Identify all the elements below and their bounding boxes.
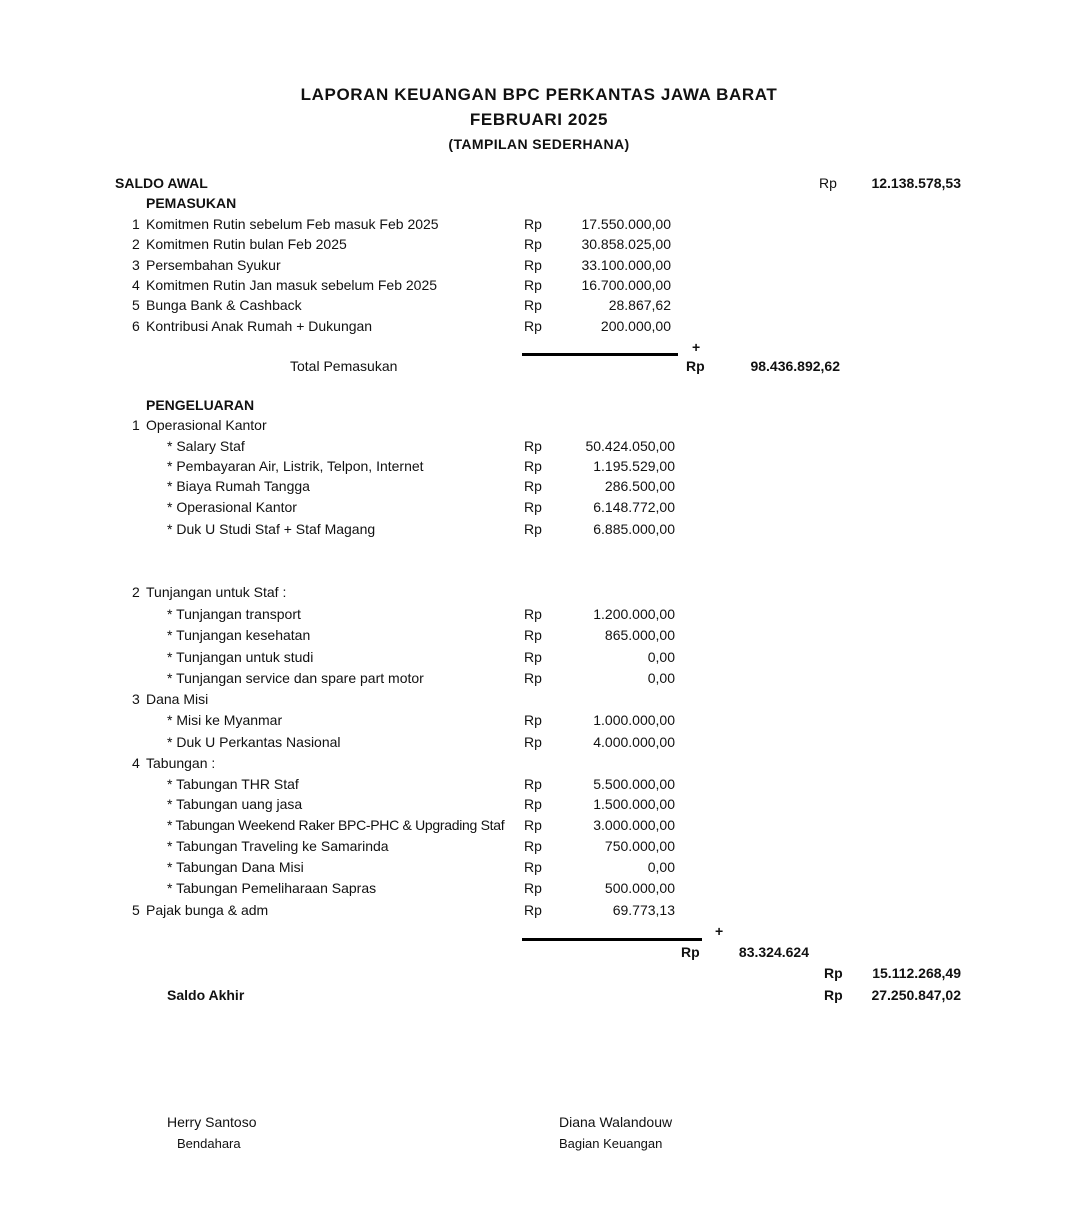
pajak-no: 5 (132, 902, 140, 918)
expense-label: * Tabungan Pemeliharaan Sapras (167, 880, 377, 896)
expense-label: * Pembayaran Air, Listrik, Telpon, Internet (167, 458, 424, 474)
expense-label: * Duk U Studi Staf + Staf Magang (167, 521, 376, 537)
pemasukan-currency: Rp (524, 257, 542, 273)
expense-amount: 50.424.050,00 (585, 438, 675, 454)
expense-label: * Tunjangan kesehatan (167, 627, 311, 643)
expense-label: * Tabungan Dana Misi (167, 859, 304, 875)
pengeluaran-group-no: 3 (132, 691, 140, 707)
expense-currency: Rp (524, 649, 542, 665)
pemasukan-currency: Rp (524, 236, 542, 252)
pemasukan-currency: Rp (524, 318, 542, 334)
expense-amount: 1.000.000,00 (593, 712, 675, 728)
report-title: LAPORAN KEUANGAN BPC PERKANTAS JAWA BARAT (300, 85, 778, 104)
saldo-awal-amount: 12.138.578,53 (871, 175, 961, 191)
pemasukan-label: Komitmen Rutin bulan Feb 2025 (146, 236, 347, 252)
pajak-currency: Rp (524, 902, 542, 918)
expense-currency: Rp (524, 838, 542, 854)
pemasukan-label: Komitmen Rutin sebelum Feb masuk Feb 2025 (146, 216, 439, 232)
expense-amount: 0,00 (647, 670, 675, 686)
total-pemasukan-label: Total Pemasukan (290, 358, 398, 374)
total-pengeluaran-amount: 83.324.624 (738, 944, 809, 960)
pengeluaran-group-label: Tabungan : (146, 755, 216, 771)
pengeluaran-group-label: Operasional Kantor (146, 417, 267, 433)
expense-label: * Tabungan Weekend Raker BPC-PHC & Upgrading Staf (167, 817, 505, 833)
signature-name: Herry Santoso (167, 1114, 257, 1130)
signature-role: Bendahara (177, 1136, 241, 1151)
pemasukan-amount: 200.000,00 (600, 318, 671, 334)
selisih-amount: 15.112.268,49 (872, 965, 961, 981)
saldo-akhir-currency: Rp (824, 987, 843, 1003)
pemasukan-label: Persembahan Syukur (146, 257, 281, 273)
expense-currency: Rp (524, 670, 542, 686)
total-pemasukan-currency: Rp (686, 358, 705, 374)
pengeluaran-group-no: 1 (132, 417, 140, 433)
expense-label: * Tabungan uang jasa (167, 796, 303, 812)
expense-amount: 5.500.000,00 (593, 776, 675, 792)
expense-currency: Rp (524, 776, 542, 792)
expense-currency: Rp (524, 817, 542, 833)
expense-currency: Rp (524, 499, 542, 515)
saldo-awal-label: SALDO AWAL (115, 175, 208, 191)
expense-amount: 865.000,00 (604, 627, 675, 643)
expense-label: * Salary Staf (167, 438, 245, 454)
pemasukan-no: 3 (132, 257, 140, 273)
expense-currency: Rp (524, 478, 542, 494)
expense-currency: Rp (524, 627, 542, 643)
expense-currency: Rp (524, 606, 542, 622)
expense-label: * Tabungan THR Staf (167, 776, 299, 792)
expense-amount: 1.200.000,00 (593, 606, 675, 622)
pengeluaran-group-label: Tunjangan untuk Staf : (146, 584, 287, 600)
expense-amount: 750.000,00 (604, 838, 675, 854)
expense-label: * Operasional Kantor (167, 499, 297, 515)
pemasukan-plus: + (692, 339, 701, 355)
pemasukan-sum-rule (522, 353, 678, 356)
expense-label: * Tunjangan service dan spare part motor (167, 670, 424, 686)
expense-amount: 500.000,00 (604, 880, 675, 896)
pemasukan-amount: 17.550.000,00 (581, 216, 671, 232)
signature-role: Bagian Keuangan (559, 1136, 663, 1151)
pengeluaran-plus: + (715, 923, 724, 939)
expense-label: * Biaya Rumah Tangga (167, 478, 310, 494)
pengeluaran-group-no: 2 (132, 584, 140, 600)
expense-amount: 3.000.000,00 (593, 817, 675, 833)
pemasukan-no: 5 (132, 297, 140, 313)
expense-amount: 0,00 (647, 649, 675, 665)
expense-currency: Rp (524, 458, 542, 474)
pemasukan-heading: PEMASUKAN (146, 195, 237, 211)
pajak-label: Pajak bunga & adm (146, 902, 269, 918)
expense-label: * Tabungan Traveling ke Samarinda (167, 838, 389, 854)
expense-amount: 1.195.529,00 (593, 458, 675, 474)
pemasukan-label: Bunga Bank & Cashback (146, 297, 302, 313)
total-pemasukan-amount: 98.436.892,62 (750, 358, 840, 374)
pemasukan-no: 4 (132, 277, 140, 293)
expense-label: * Tunjangan untuk studi (167, 649, 314, 665)
pemasukan-amount: 16.700.000,00 (581, 277, 671, 293)
pemasukan-amount: 28.867,62 (608, 297, 671, 313)
expense-currency: Rp (524, 796, 542, 812)
expense-label: * Duk U Perkantas Nasional (167, 734, 341, 750)
pemasukan-currency: Rp (524, 277, 542, 293)
pengeluaran-sum-rule (522, 938, 702, 941)
expense-amount: 0,00 (647, 859, 675, 875)
pengeluaran-group-label: Dana Misi (146, 691, 209, 707)
pemasukan-amount: 30.858.025,00 (581, 236, 671, 252)
saldo-awal-currency: Rp (819, 175, 837, 191)
pemasukan-no: 6 (132, 318, 140, 334)
pengeluaran-heading: PENGELUARAN (146, 397, 255, 413)
expense-currency: Rp (524, 521, 542, 537)
expense-currency: Rp (524, 438, 542, 454)
expense-amount: 286.500,00 (604, 478, 675, 494)
pemasukan-no: 2 (132, 236, 140, 252)
saldo-akhir-amount: 27.250.847,02 (871, 987, 961, 1003)
selisih-currency: Rp (824, 965, 843, 981)
expense-amount: 4.000.000,00 (593, 734, 675, 750)
expense-amount: 6.885.000,00 (593, 521, 675, 537)
pengeluaran-group-no: 4 (132, 755, 140, 771)
report-period: FEBRUARI 2025 (469, 110, 609, 129)
total-pengeluaran-currency: Rp (681, 944, 700, 960)
expense-label: * Misi ke Myanmar (167, 712, 283, 728)
expense-amount: 1.500.000,00 (593, 796, 675, 812)
signature-name: Diana Walandouw (559, 1114, 673, 1130)
pemasukan-label: Kontribusi Anak Rumah + Dukungan (146, 318, 373, 334)
expense-amount: 6.148.772,00 (593, 499, 675, 515)
pemasukan-currency: Rp (524, 297, 542, 313)
expense-currency: Rp (524, 859, 542, 875)
saldo-akhir-label: Saldo Akhir (167, 987, 245, 1003)
expense-label: * Tunjangan transport (167, 606, 301, 622)
pemasukan-amount: 33.100.000,00 (581, 257, 671, 273)
pemasukan-no: 1 (132, 216, 140, 232)
expense-currency: Rp (524, 734, 542, 750)
expense-currency: Rp (524, 880, 542, 896)
expense-currency: Rp (524, 712, 542, 728)
report-note: (TAMPILAN SEDERHANA) (448, 136, 630, 152)
pemasukan-label: Komitmen Rutin Jan masuk sebelum Feb 2025 (146, 277, 438, 293)
pajak-amount: 69.773,13 (612, 902, 675, 918)
pemasukan-currency: Rp (524, 216, 542, 232)
